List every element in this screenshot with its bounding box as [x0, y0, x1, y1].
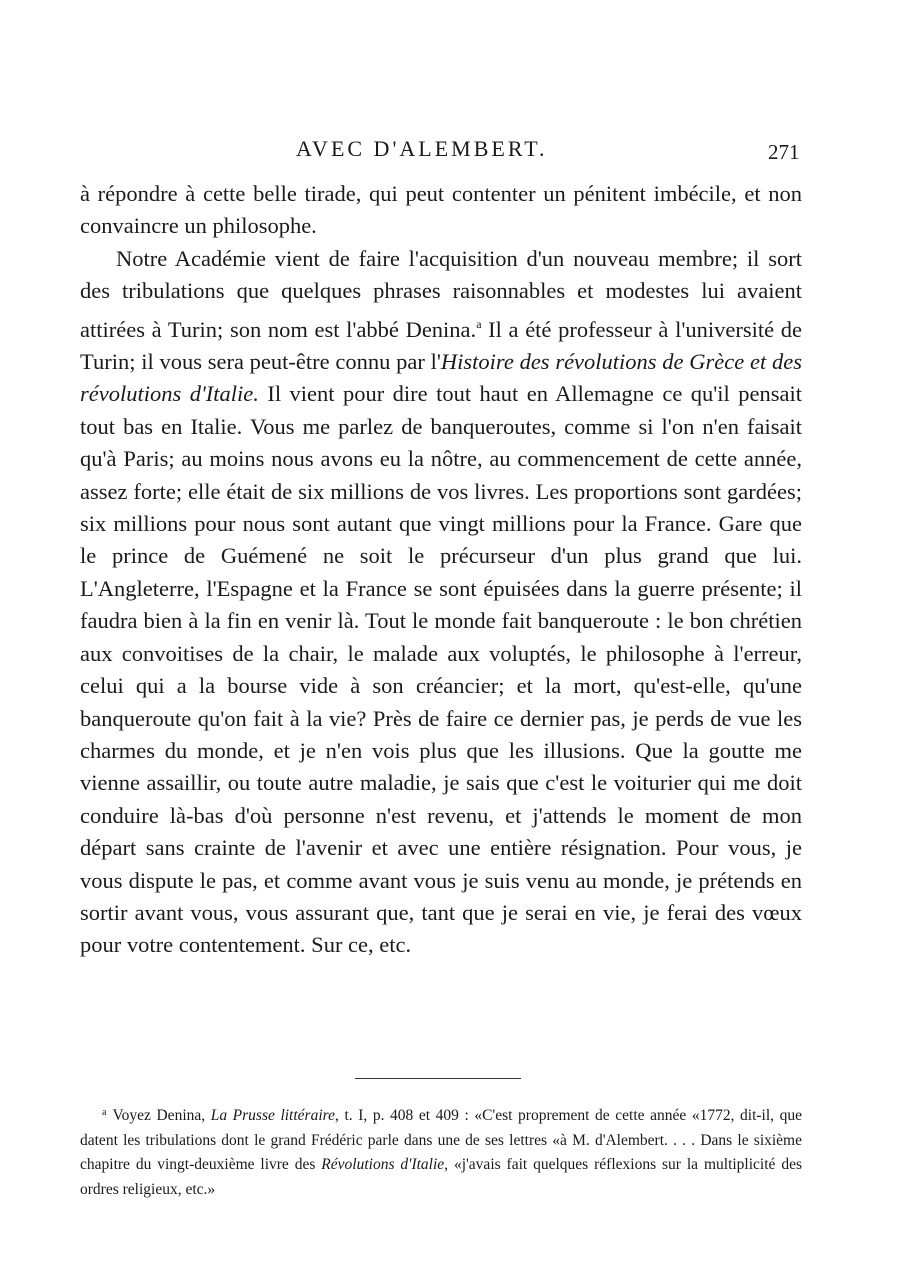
footnote-text-1: Voyez Denina, [112, 1107, 211, 1124]
footnote-text-2: , t. I, p. 408 et 409 : «C'est proprement de cette année «1772, dit-il, que datent les tribulations dont le grand Frédéric parle dans une de ses lettres «à M. d'Alembert. . . . Dans le sixième chapitre du vingt-deuxième livre des [80, 1107, 802, 1173]
footnote-italic-1: La Prusse littéraire [210, 1107, 335, 1124]
paragraph-1: à répondre à cette belle tirade, qui peut contenter un pénitent imbécile, et non convaincre un philosophe. [80, 181, 802, 239]
running-title: AVEC D'ALEMBERT. [296, 136, 548, 161]
footnote-paragraph [80, 1101, 802, 1202]
paragraph-2-part-c: Il vient pour dire tout haut en Allemagne ce qu'il pensait tout bas en Italie. Vous me parlez de banqueroutes, comme si l'on n'en faisait qu'à Paris; au moins nous avons eu la nôtre, au commencement de cette année, assez forte; elle était de six millions de vos livres. Les proportions sont gardées; six millions pour nous sont autant que vingt millions pour la France. Gare que le prince de Guémené ne soit le précurseur d'un plus grand que lui. L'Angleterre, l'Espagne et la France se sont épuisées dans la guerre présente; il faudra bien à la fin en venir là. Tout le monde fait banqueroute : le bon chrétien aux convoitises de la chair, le malade aux voluptés, le philosophe à l'erreur, celui qui a la bourse vide à son créancier; et la mort, qu'est-elle, qu'une banqueroute qu'on fait à la vie? Près de faire ce dernier pas, je perds de vue les charmes du monde, et je n'en vois plus que les illusions. Que la goutte me vienne assaillir, ou toute autre maladie, je sais que c'est le voiturier qui me doit conduire là-bas d'où personne n'est revenu, et j'attends le moment de mon départ sans crainte de l'avenir et avec une entière résignation. Pour vous, je vous dispute le pas, et comme avant vous je suis venu au monde, je prétends en sortir avant vous, vous assurant que, tant que je serai en vie, je ferai des vœux pour votre contentement. Sur ce, etc. [80, 381, 802, 958]
footnote-separator [355, 1078, 521, 1079]
paragraph-2 [80, 243, 802, 962]
paragraph-2-part-a: Notre Académie vient de faire l'acquisition d'un nouveau membre; il sort des tribulations que quelques phrases raisonnables et modestes lui avaient attirées à Turin; son nom est l'abbé Denina. [80, 245, 802, 342]
page-number: 271 [768, 140, 800, 164]
footnote-reference: a [476, 316, 482, 331]
book-title-italic: Histoire des révolutions de Grèce et des révolutions d'Italie. [80, 349, 802, 407]
footnote-italic-2: Révolutions d'Italie, [321, 1156, 449, 1173]
footnote-text-3: «j'avais fait quelques réflexions sur la multiplicité des ordres religieux, etc.» [80, 1156, 802, 1198]
body-text [80, 178, 802, 962]
paragraph-2-part-b: Il a été professeur à l'université de Turin; il vous sera peut-être connu par l' [80, 316, 802, 375]
page-header [0, 136, 900, 166]
footnote [80, 1101, 802, 1202]
footnote-mark: a [102, 1107, 107, 1118]
